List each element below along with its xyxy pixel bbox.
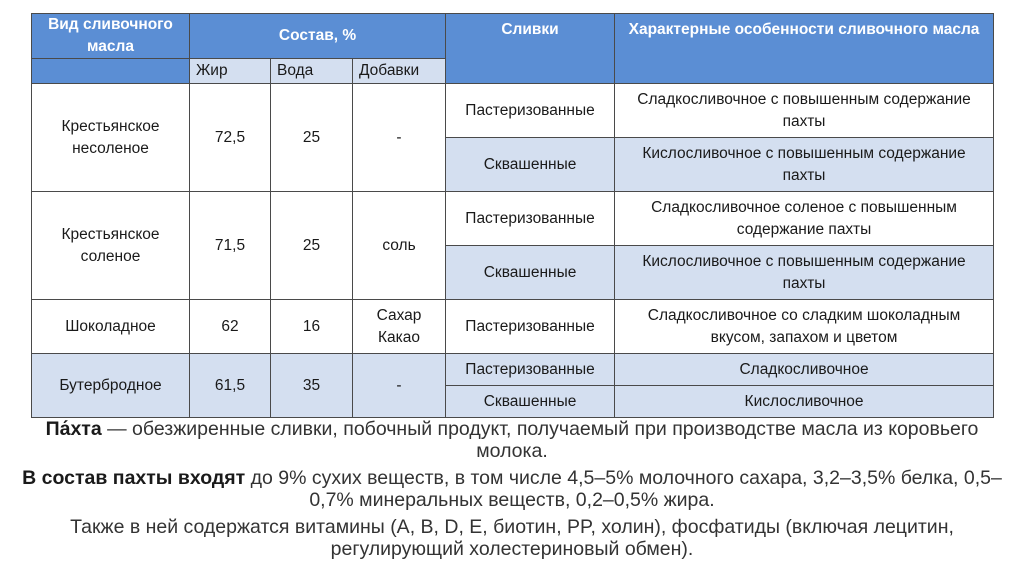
header-fat: Жир <box>190 59 271 84</box>
header-cream: Сливки <box>446 14 615 84</box>
cell-cream: Сквашенные <box>446 246 615 300</box>
note-text: до 9% сухих веществ, в том числе 4,5–5% молочного сахара, 3,2–3,5% белка, 0,5–0,7% минеральных веществ, 0,2–0,5% жира. <box>245 467 1002 511</box>
notes-block <box>20 418 1004 565</box>
table-row <box>32 354 994 386</box>
cell-fat: 72,5 <box>190 84 271 192</box>
cell-water: 35 <box>271 354 353 418</box>
cell-type: Крестьянское несоленое <box>32 84 190 192</box>
header-composition: Состав, % <box>190 14 446 59</box>
cell-cream: Пастеризованные <box>446 300 615 354</box>
cell-water: 25 <box>271 84 353 192</box>
note-buttermilk-vitamins <box>20 516 1004 560</box>
cell-feature: Кислосливочное <box>615 386 994 418</box>
cell-cream: Сквашенные <box>446 386 615 418</box>
cell-cream: Пастеризованные <box>446 192 615 246</box>
cell-water: 16 <box>271 300 353 354</box>
note-term: Па́хта <box>45 418 102 440</box>
cell-feature: Сладкосливочное соленое с повышенным содержание пахты <box>615 192 994 246</box>
cell-type: Бутербродное <box>32 354 190 418</box>
header-water: Вода <box>271 59 353 84</box>
cell-fat: 61,5 <box>190 354 271 418</box>
cell-feature: Сладкосливочное с повышенным содержание пахты <box>615 84 994 138</box>
cell-fat: 71,5 <box>190 192 271 300</box>
cell-additives: - <box>353 354 446 418</box>
header-additives: Добавки <box>353 59 446 84</box>
cell-additives: - <box>353 84 446 192</box>
cell-fat: 62 <box>190 300 271 354</box>
header-type-spacer <box>32 59 190 84</box>
table-row <box>32 192 994 246</box>
note-buttermilk-composition <box>20 467 1004 511</box>
cell-feature: Сладкосливочное со сладким шоколадным вкусом, запахом и цветом <box>615 300 994 354</box>
cell-cream: Сквашенные <box>446 138 615 192</box>
cell-type: Шоколадное <box>32 300 190 354</box>
cell-additives: Сахар Какао <box>353 300 446 354</box>
header-type: Вид сливочного масла <box>32 14 190 59</box>
cell-feature: Кислосливочное с повышенным содержание пахты <box>615 246 994 300</box>
cell-cream: Пастеризованные <box>446 354 615 386</box>
table-row <box>32 300 994 354</box>
cell-feature: Кислосливочное с повышенным содержание пахты <box>615 138 994 192</box>
note-buttermilk-definition <box>20 418 1004 462</box>
cell-feature: Сладкосливочное <box>615 354 994 386</box>
cell-cream: Пастеризованные <box>446 84 615 138</box>
note-text: Также в ней содержатся витамины (A, B, D, E, биотин, PP, холин), фосфатиды (включая лецитин, регулирующий холестериновый обмен). <box>70 516 954 560</box>
cell-additives: соль <box>353 192 446 300</box>
cell-type: Крестьянское соленое <box>32 192 190 300</box>
butter-types-table <box>31 13 994 418</box>
note-text: — обезжиренные сливки, побочный продукт, получаемый при производстве масла из коровьего молока. <box>101 418 979 462</box>
table-row <box>32 84 994 138</box>
header-features: Характерные особенности сливочного масла <box>615 14 994 84</box>
note-term: В состав пахты входят <box>22 467 246 489</box>
cell-water: 25 <box>271 192 353 300</box>
